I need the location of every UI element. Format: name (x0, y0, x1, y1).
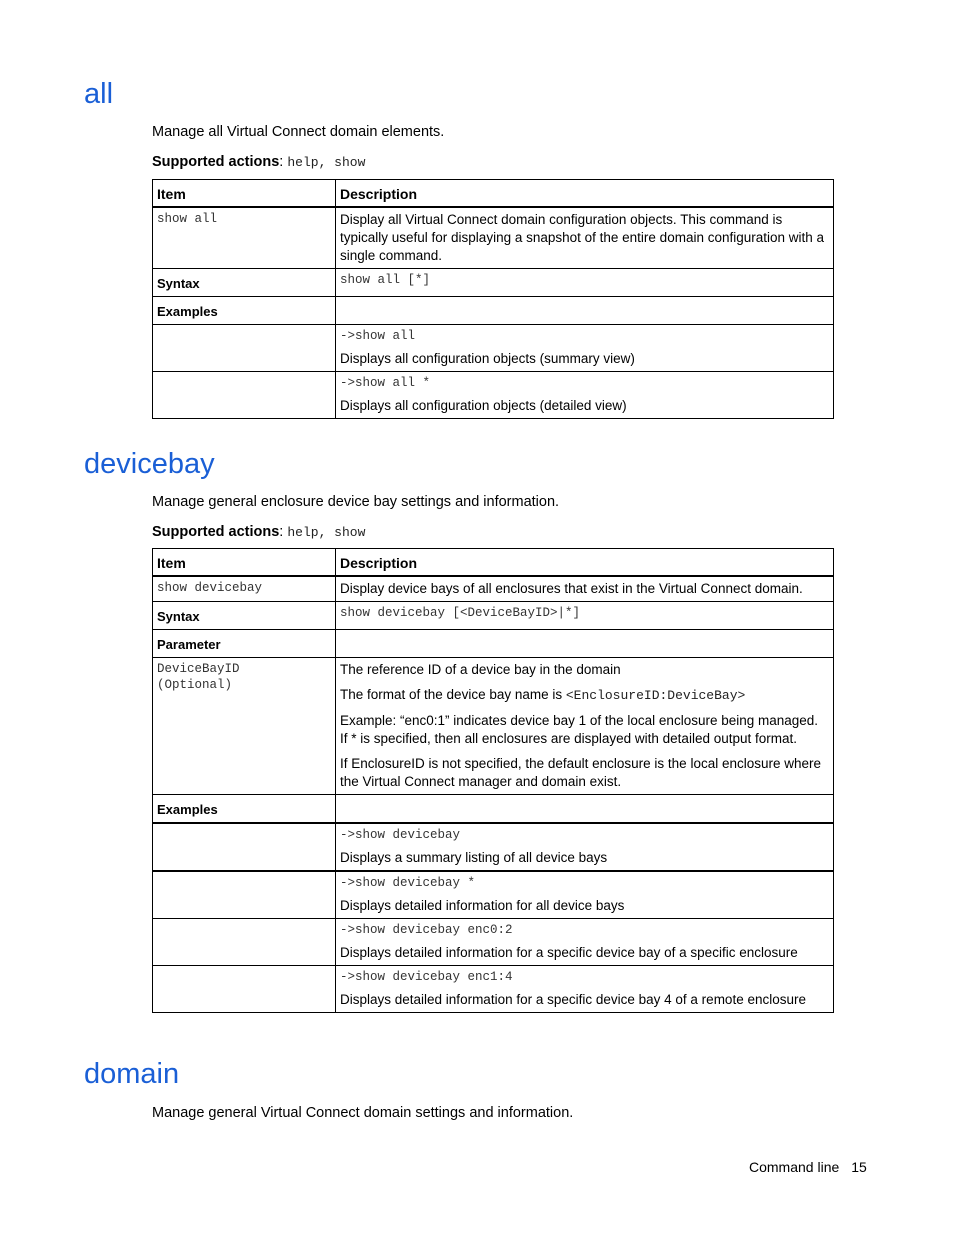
parameter-label: Parameter (153, 630, 336, 658)
example-code: ->show devicebay (340, 828, 461, 842)
examples-label: Examples (153, 795, 336, 824)
parameter-description: The reference ID of a device bay in the domain (340, 662, 621, 677)
example-row (153, 325, 834, 372)
page-footer (749, 1158, 867, 1176)
table-row (153, 602, 834, 630)
section-description-all: Manage all Virtual Connect domain elements. (152, 124, 445, 140)
supported-actions-all: Supported actions: help, show (152, 154, 366, 170)
example-code: ->show devicebay enc0:2 (340, 923, 513, 937)
parameter-format-code: <EnclosureID:DeviceBay> (565, 688, 746, 703)
supported-actions-label: Supported actions (152, 154, 280, 170)
example-description: Displays a summary listing of all device bays (340, 850, 608, 865)
section-title-domain: domain (84, 1058, 180, 1090)
command-description: Display device bays of all enclosures that exist in the Virtual Connect domain. (336, 576, 834, 602)
parameter-default-note: If EnclosureID is not specified, the default enclosure is the local enclosure where the Virtual Connect manager and domain exist. (340, 756, 822, 789)
example-description: Displays all configuration objects (summary view) (340, 351, 635, 366)
example-code: ->show devicebay * (340, 876, 476, 890)
section-description-devicebay: Manage general enclosure device bay settings and information. (152, 494, 560, 510)
table-row (153, 207, 834, 269)
example-description: Displays detailed information for a specific device bay of a specific enclosure (340, 945, 798, 960)
section-title-devicebay: devicebay (84, 448, 215, 480)
examples-label: Examples (153, 297, 336, 325)
command-description: Display all Virtual Connect domain configuration objects. This command is typically useful for displaying a snapshot of the entire domain configuration with a single command. (336, 207, 834, 269)
parameter-format-text: The format of the device bay name is (340, 687, 566, 702)
supported-actions-values: help, show (287, 155, 366, 170)
empty-cell (336, 795, 834, 824)
empty-cell (153, 919, 336, 966)
supported-actions-values: help, show (287, 525, 366, 540)
section-description-domain: Manage general Virtual Connect domain settings and information. (152, 1105, 574, 1121)
all-command-table (152, 179, 834, 419)
devicebay-command-table (152, 548, 834, 1013)
parameter-format (340, 686, 829, 705)
table-header-item: Item (153, 180, 336, 208)
table-row (153, 576, 834, 602)
empty-cell (153, 823, 336, 871)
footer-section-name: Command line (749, 1159, 840, 1175)
table-row (153, 658, 834, 795)
table-row (153, 297, 834, 325)
syntax-label: Syntax (153, 602, 336, 630)
example-description: Displays all configuration objects (detailed view) (340, 398, 627, 413)
syntax-label: Syntax (153, 269, 336, 297)
syntax-value: show all [*] (336, 269, 834, 297)
empty-cell (153, 871, 336, 919)
example-row (153, 871, 834, 919)
supported-actions-devicebay: Supported actions: help, show (152, 524, 366, 540)
syntax-value: show devicebay [<DeviceBayID>|*] (336, 602, 834, 630)
empty-cell (153, 372, 336, 419)
command-name: show devicebay (153, 576, 336, 602)
empty-cell (336, 630, 834, 658)
parameter-name: DeviceBayID (157, 662, 240, 676)
table-row (153, 269, 834, 297)
section-title-all: all (84, 78, 114, 110)
example-description: Displays detailed information for a specific device bay 4 of a remote enclosure (340, 992, 806, 1007)
example-row (153, 823, 834, 871)
parameter-example: Example: “enc0:1” indicates device bay 1 of the local enclosure being managed. If * is specified, then all enclosures are displayed with detailed output format. (340, 713, 819, 746)
example-row (153, 966, 834, 1013)
empty-cell (153, 325, 336, 372)
table-row (153, 795, 834, 824)
example-row (153, 372, 834, 419)
example-code: ->show all (340, 329, 416, 343)
page-number: 15 (851, 1159, 867, 1175)
example-row (153, 919, 834, 966)
example-code: ->show all * (340, 376, 431, 390)
table-row (153, 630, 834, 658)
supported-actions-label: Supported actions (152, 524, 280, 540)
example-description: Displays detailed information for all device bays (340, 898, 625, 913)
example-code: ->show devicebay enc1:4 (340, 970, 513, 984)
empty-cell (336, 297, 834, 325)
table-header-description: Description (336, 549, 834, 577)
empty-cell (153, 966, 336, 1013)
command-name: show all (153, 207, 336, 269)
table-header-description: Description (336, 180, 834, 208)
table-header-item: Item (153, 549, 336, 577)
parameter-optional: (Optional) (157, 678, 233, 692)
